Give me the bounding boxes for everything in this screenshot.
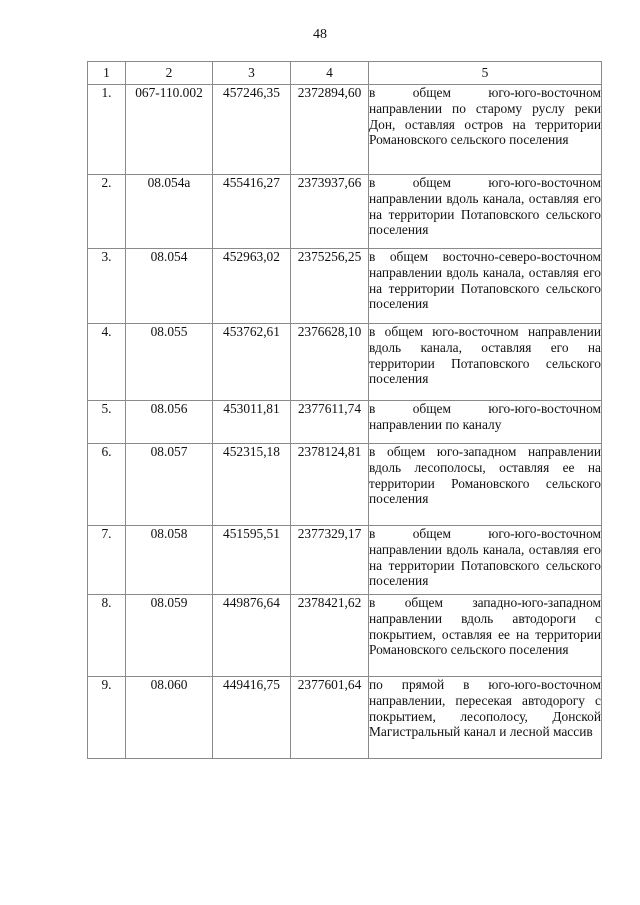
boundary-description: по прямой в юго-юго-восточном направлении, пересекая автодорогу с покрытием, лесополосу, Донской Магистральный канал и лесной массив: [369, 677, 602, 759]
coordinate-y: 2377611,74: [291, 401, 369, 444]
row-number: 6.: [88, 444, 126, 526]
row-number: 7.: [88, 526, 126, 595]
row-number: 9.: [88, 677, 126, 759]
coordinate-x: 453762,61: [213, 324, 291, 401]
row-number: 8.: [88, 595, 126, 677]
page-number: 48: [313, 27, 327, 42]
point-code: 08.060: [126, 677, 213, 759]
boundary-description: в общем юго-юго-восточном направлении по каналу: [369, 401, 602, 444]
row-number: 2.: [88, 175, 126, 249]
boundary-description: в общем юго-западном направлении вдоль лесополосы, оставляя ее на территории Романовского сельского поселения: [369, 444, 602, 526]
coordinate-x: 452315,18: [213, 444, 291, 526]
table-row: [88, 444, 602, 526]
boundary-coordinates-table: [87, 61, 602, 759]
coordinate-x: 457246,35: [213, 85, 291, 175]
coordinate-x: 449416,75: [213, 677, 291, 759]
column-header: 4: [291, 62, 369, 85]
coordinate-x: 455416,27: [213, 175, 291, 249]
row-number: 3.: [88, 249, 126, 324]
table-row: [88, 401, 602, 444]
coordinate-y: 2375256,25: [291, 249, 369, 324]
column-header: 5: [369, 62, 602, 85]
row-number: 5.: [88, 401, 126, 444]
boundary-description: в общем юго-юго-восточном направлении по старому руслу реки Дон, оставляя остров на территории Романовского сельского поселения: [369, 85, 602, 175]
coordinate-x: 453011,81: [213, 401, 291, 444]
table-row: [88, 595, 602, 677]
table-row: [88, 249, 602, 324]
boundary-description: в общем юго-восточном направлении вдоль канала, оставляя его на территории Потаповского сельского поселения: [369, 324, 602, 401]
boundary-description: в общем юго-юго-восточном направлении вдоль канала, оставляя его на территории Потаповского сельского поселения: [369, 526, 602, 595]
point-code: 08.055: [126, 324, 213, 401]
point-code: 08.054: [126, 249, 213, 324]
column-header: 1: [88, 62, 126, 85]
column-header: 3: [213, 62, 291, 85]
coordinate-x: 452963,02: [213, 249, 291, 324]
point-code: 067-110.002: [126, 85, 213, 175]
row-number: 4.: [88, 324, 126, 401]
coordinate-y: 2373937,66: [291, 175, 369, 249]
coordinate-y: 2378124,81: [291, 444, 369, 526]
point-code: 08.057: [126, 444, 213, 526]
boundary-description: в общем юго-юго-восточном направлении вдоль канала, оставляя его на территории Потаповского сельского поселения: [369, 175, 602, 249]
boundary-description: в общем западно-юго-западном направлении вдоль автодороги с покрытием, оставляя ее на территории Романовского сельского поселения: [369, 595, 602, 677]
table-row: [88, 324, 602, 401]
coordinate-y: 2377329,17: [291, 526, 369, 595]
boundary-description: в общем восточно-северо-восточном направлении вдоль канала, оставляя его на территории Потаповского сельского поселения: [369, 249, 602, 324]
point-code: 08.059: [126, 595, 213, 677]
coordinate-y: 2378421,62: [291, 595, 369, 677]
row-number: 1.: [88, 85, 126, 175]
point-code: 08.054а: [126, 175, 213, 249]
coordinate-y: 2377601,64: [291, 677, 369, 759]
point-code: 08.056: [126, 401, 213, 444]
table-row: [88, 85, 602, 175]
table-row: [88, 677, 602, 759]
table-row: [88, 526, 602, 595]
column-header: 2: [126, 62, 213, 85]
coordinate-y: 2376628,10: [291, 324, 369, 401]
table-row: [88, 175, 602, 249]
table-header-row: [88, 62, 602, 85]
coordinate-x: 449876,64: [213, 595, 291, 677]
coordinate-x: 451595,51: [213, 526, 291, 595]
coordinate-y: 2372894,60: [291, 85, 369, 175]
point-code: 08.058: [126, 526, 213, 595]
